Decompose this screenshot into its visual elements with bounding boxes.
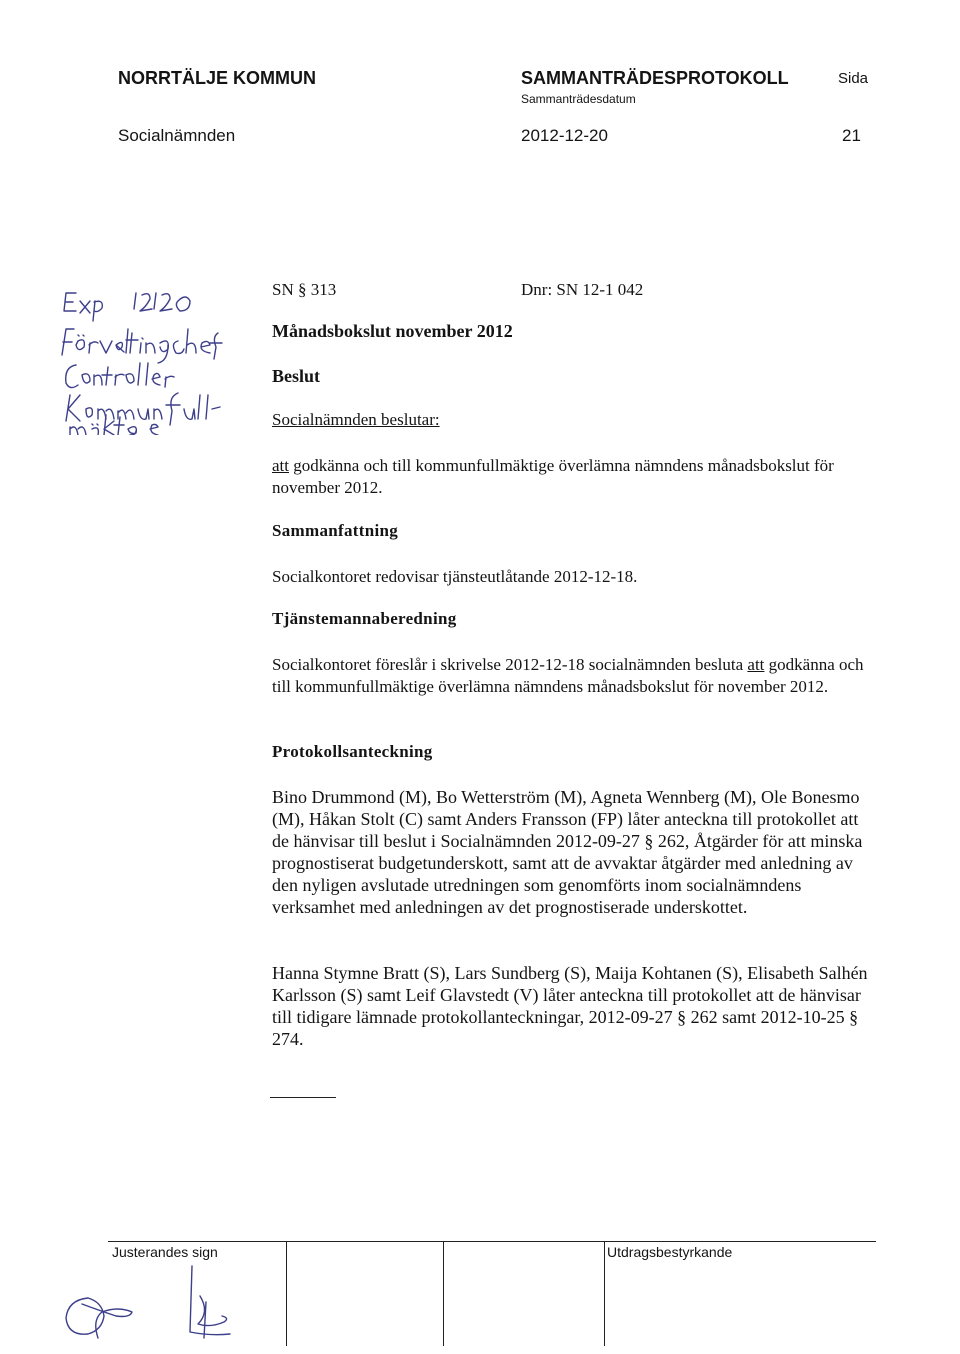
document-type: SAMMANTRÄDESPROTOKOLL [521,68,789,88]
preparation-text-after: godkänna och till kommunfullmäktige överlämna nämndens månadsbokslut för november 2012. [272,655,864,696]
protocol-note-paragraph-2: Hanna Stymne Bratt (S), Lars Sundberg (S), Maija Kohtanen (S), Elisabeth Salhén Karlsson (S) samt Leif Glavstedt (V) låter anteckna till protokollet att de hänvisar till tidigare lämnade protokollanteckningar, 2012-09-27 § 262 samt 2012-10-25 § 274. [272,963,868,1049]
protocol-note-paragraph-1: Bino Drummond (M), Bo Wetterström (M), Agneta Wennberg (M), Ole Bonesmo (M), Håkan Stolt (C) samt Anders Fransson (FP) låter anteckna till protokollet att de hänvisar till beslut i Socialnämnden 2012-09-27 § 262, Åtgärder för att minska prognostiserat budgetunderskott, samt att de avvaktar åtgärder med anledning av den nyligen avslutade utredningen som genomförts inom socialnämndens verksamhet med anledningen av det prognostiserade underskottet. [272,787,863,917]
footer-divider-3 [604,1242,605,1346]
decision-text [272,455,882,499]
summary-heading: Sammanfattning [272,521,399,540]
protocol-note-heading: Protokollsanteckning [272,742,433,761]
signature-initials-2 [180,1262,240,1344]
signature-initials-1 [58,1290,138,1342]
decision-att: att [272,456,289,475]
footer-rule [108,1241,876,1242]
page-label: Sida [838,70,869,87]
signatures-label: Justerandes sign [112,1244,218,1260]
section-end-rule [270,1097,336,1098]
decision-body: godkänna och till kommunfullmäktige överlämna nämndens månadsbokslut för november 2012. [272,456,834,497]
board-name: Socialnämnden [118,126,236,145]
preparation-att: att [747,655,765,674]
case-reference: SN § 313 [272,280,337,299]
preparation-text-before: Socialkontoret föreslår i skrivelse 2012-12-18 socialnämnden besluta [272,655,748,674]
preparation-heading: Tjänstemannaberedning [272,609,457,628]
meeting-date: 2012-12-20 [521,126,608,145]
case-title: Månadsbokslut november 2012 [272,321,513,341]
meeting-date-label: Sammanträdesdatum [521,92,636,106]
preparation-text [272,654,882,698]
decision-heading: Beslut [272,366,321,386]
handwritten-margin-note [58,285,258,435]
organization-name: NORRTÄLJE KOMMUN [118,68,316,88]
footer-divider-1 [286,1242,287,1346]
page-number: 21 [842,126,861,145]
extract-certification-label: Utdragsbestyrkande [607,1244,733,1260]
case-dnr: Dnr: SN 12-1 042 [521,280,644,299]
summary-text: Socialkontoret redovisar tjänsteutlåtande 2012-12-18. [272,567,638,586]
footer-divider-2 [443,1242,444,1346]
decision-intro: Socialnämnden beslutar: [272,410,440,429]
